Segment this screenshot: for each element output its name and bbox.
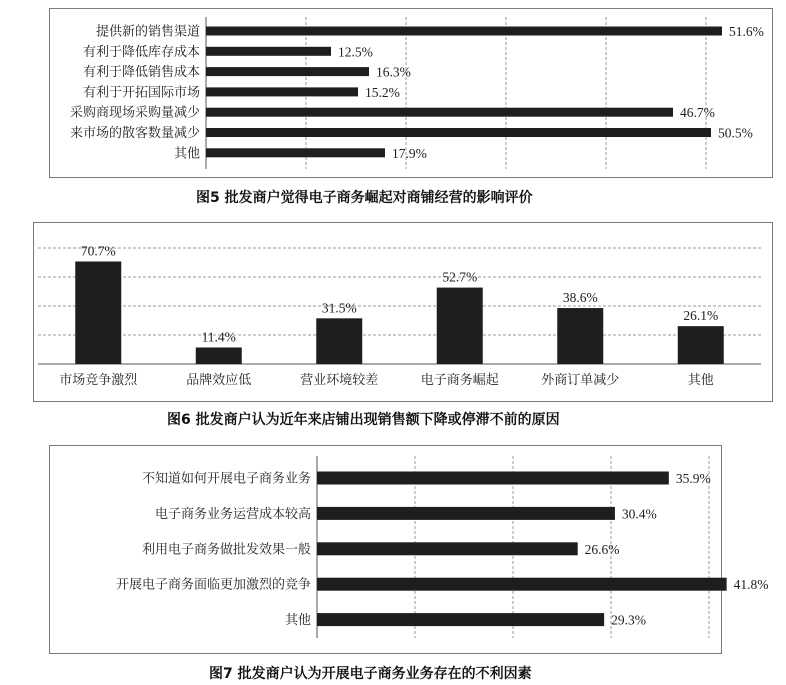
data-label: 30.4%: [621, 506, 657, 522]
figure6-chart: [34, 223, 772, 401]
data-label: 51.6%: [729, 24, 764, 39]
category-label: 开展电子商务面临更加激烈的竞争: [115, 577, 311, 593]
category-label: 不知道如何开展电子商务业务: [141, 471, 311, 487]
category-label: 外商订单减少: [541, 373, 620, 388]
category-label: 电子商务业务运营成本较高: [154, 506, 311, 522]
bar: [317, 542, 578, 555]
category-label: 营业环境较差: [300, 373, 379, 388]
category-label: 品牌效应低: [186, 373, 252, 388]
data-label: 31.5%: [321, 300, 357, 316]
bar: [206, 148, 385, 157]
data-label: 29.3%: [611, 612, 647, 628]
data-label: 16.3%: [376, 64, 411, 80]
bar: [206, 108, 673, 117]
figure5-chart: [50, 9, 772, 177]
bar: [317, 507, 615, 520]
data-label: 38.6%: [562, 290, 598, 306]
data-label: 41.8%: [733, 577, 769, 593]
bar: [196, 347, 242, 364]
category-label: 市场竞争激烈: [59, 373, 138, 388]
bar: [557, 308, 603, 364]
data-label: 15.2%: [365, 84, 400, 100]
bar: [75, 261, 121, 364]
bar: [678, 326, 724, 364]
data-label: 35.9%: [675, 471, 711, 486]
figure7-caption: 图7 批发商户认为开展电子商务业务存在的不利因素: [209, 666, 532, 682]
figure5-caption: 图5 批发商户觉得电子商务崛起对商铺经营的影响评价: [196, 190, 533, 206]
data-label: 46.7%: [680, 105, 715, 121]
bar: [316, 318, 362, 364]
figure6-caption: 图6 批发商户认为近年来店铺出现销售额下降或停滞不前的原因: [167, 412, 560, 428]
figure6-panel: [33, 222, 773, 402]
data-label: 17.9%: [392, 145, 427, 161]
figure7-chart: [50, 446, 769, 653]
bar: [317, 613, 604, 626]
bar: [206, 47, 331, 56]
category-label: 其他: [173, 146, 200, 162]
category-label: 有利于降低库存成本: [82, 44, 200, 60]
bar: [317, 472, 669, 485]
category-label: 利用电子商务做批发效果一般: [141, 542, 311, 558]
category-label: 电子商务崛起: [420, 373, 499, 388]
bar: [317, 578, 727, 591]
data-label: 70.7%: [80, 243, 116, 259]
category-label: 有利于开拓国际市场: [82, 85, 200, 101]
figure7-panel: [49, 445, 769, 654]
category-label: 有利于降低销售成本: [82, 65, 200, 81]
bar: [206, 87, 358, 96]
data-label: 52.7%: [442, 269, 478, 285]
figure5-panel: [49, 8, 773, 178]
category-label: 提供新的销售渠道: [95, 24, 200, 40]
data-label: 26.6%: [584, 541, 620, 557]
data-label: 50.5%: [718, 125, 753, 141]
bar: [437, 288, 483, 364]
bar: [206, 67, 369, 76]
data-label: 12.5%: [338, 44, 373, 60]
data-label: 11.4%: [201, 329, 236, 345]
data-label: 26.1%: [683, 308, 719, 324]
category-label: 采购商现场采购量减少: [69, 105, 200, 121]
bar: [206, 27, 722, 36]
category-label: 来市场的散客数量减少: [69, 126, 200, 141]
bar: [206, 128, 711, 137]
category-label: 其他: [284, 613, 311, 629]
category-label: 其他: [687, 373, 714, 388]
